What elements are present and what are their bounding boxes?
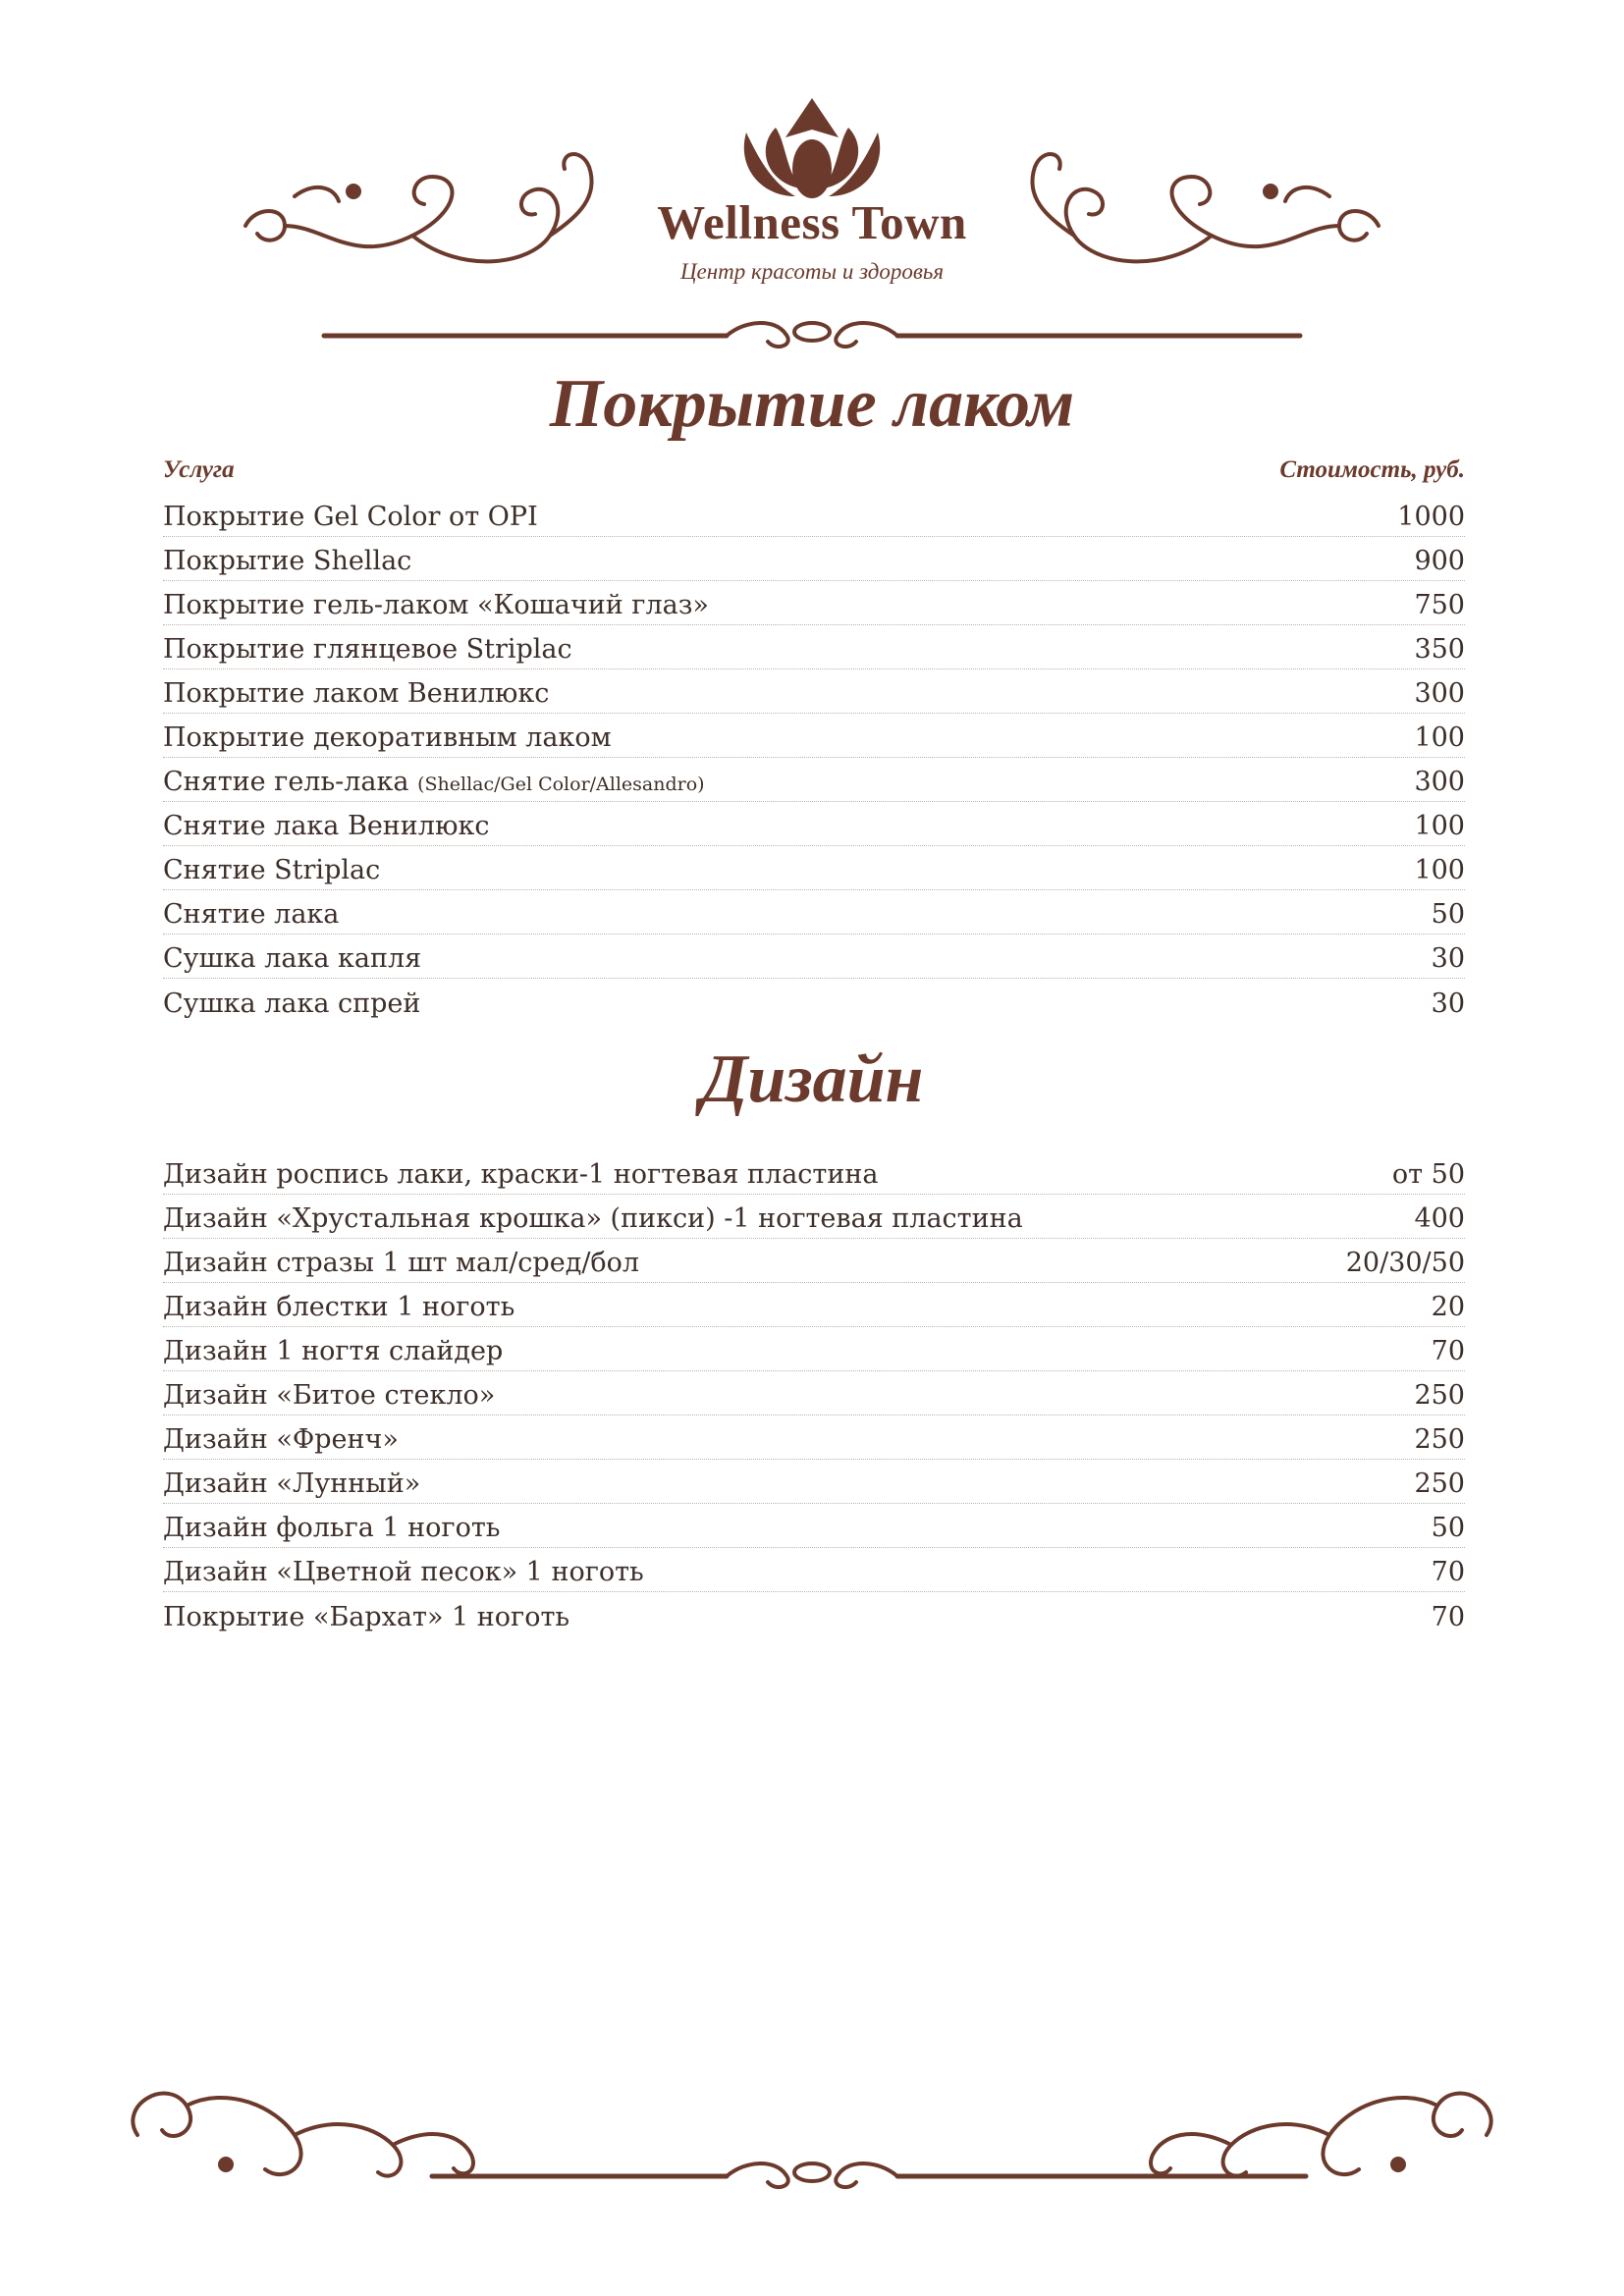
service-name	[163, 546, 411, 576]
service-price: от 50	[1391, 1159, 1465, 1190]
price-row	[163, 802, 1465, 846]
section-title-design: Дизайн	[700, 1041, 924, 1117]
service-name	[163, 1248, 639, 1278]
service-name-text: Покрытие Shellac	[163, 546, 412, 576]
service-name-text: Сушка лака капля	[163, 943, 422, 974]
service-name	[163, 1380, 495, 1411]
service-price: 900	[1414, 546, 1465, 576]
price-row	[163, 1460, 1465, 1504]
service-name	[163, 1602, 569, 1632]
service-price: 750	[1414, 590, 1465, 620]
service-name	[163, 1468, 420, 1499]
price-list-design	[163, 1150, 1465, 1636]
service-name-text: Дизайн «Френч»	[163, 1424, 399, 1455]
service-name-text: Снятие гель-лака	[163, 767, 409, 797]
service-name-text: Дизайн 1 ногтя слайдер	[163, 1336, 504, 1366]
service-name-text: Сушка лака спрей	[163, 988, 421, 1019]
service-name	[163, 1424, 399, 1455]
service-name	[163, 1203, 1023, 1234]
service-price: 400	[1414, 1203, 1465, 1234]
service-name	[163, 855, 380, 885]
service-price: 50	[1431, 899, 1465, 930]
service-name	[163, 811, 489, 841]
service-name	[163, 899, 339, 930]
service-name	[163, 1336, 503, 1366]
service-name-text: Дизайн «Лунный»	[163, 1468, 421, 1499]
service-price: 300	[1414, 678, 1465, 709]
service-name-text: Покрытие декоративным лаком	[163, 722, 612, 753]
service-price: 100	[1414, 811, 1465, 841]
service-name	[163, 634, 572, 665]
price-row	[163, 1592, 1465, 1636]
price-row	[163, 1327, 1465, 1371]
service-name	[163, 590, 709, 620]
service-name-text: Покрытие лаком Венилюкс	[163, 678, 550, 709]
price-row	[163, 1415, 1465, 1460]
service-name	[163, 1557, 644, 1587]
price-row	[163, 1150, 1465, 1195]
price-row	[163, 934, 1465, 979]
price-row	[163, 714, 1465, 758]
service-name-text: Покрытие гель-лаком «Кошачий глаз»	[163, 590, 709, 620]
price-row	[163, 758, 1465, 802]
price-row	[163, 1504, 1465, 1548]
price-list-coating	[163, 493, 1465, 1023]
service-price: 250	[1414, 1380, 1465, 1411]
service-name-text: Покрытие «Бархат» 1 ноготь	[163, 1602, 570, 1632]
service-price: 1000	[1397, 502, 1465, 532]
service-name	[163, 1292, 514, 1322]
price-row	[163, 1371, 1465, 1415]
price-row	[163, 669, 1465, 714]
price-row	[163, 1283, 1465, 1327]
price-row	[163, 581, 1465, 625]
service-price: 20	[1431, 1292, 1465, 1322]
service-name-text: Дизайн «Хрустальная крошка» (пикси) -1 ногтевая пластина	[163, 1203, 1023, 1234]
price-row	[163, 846, 1465, 890]
service-price: 30	[1431, 943, 1465, 974]
price-row	[163, 625, 1465, 669]
column-header-service: Услуга	[163, 456, 235, 483]
service-price: 30	[1431, 988, 1465, 1019]
service-price: 50	[1431, 1513, 1465, 1543]
service-name-text: Дизайн стразы 1 шт мал/сред/бол	[163, 1248, 640, 1278]
service-name	[163, 767, 705, 797]
service-name	[163, 1513, 500, 1543]
service-price: 300	[1414, 767, 1465, 797]
service-name	[163, 722, 612, 753]
column-header-price: Стоимость, руб.	[1279, 456, 1465, 483]
service-name	[163, 943, 421, 974]
brand-name: Wellness Town	[657, 195, 967, 249]
service-price: 70	[1431, 1602, 1465, 1632]
service-price: 250	[1414, 1424, 1465, 1455]
service-name-text: Дизайн блестки 1 ноготь	[163, 1292, 515, 1322]
section-title-coating: Покрытие лаком	[549, 366, 1075, 442]
brand-tagline: Центр красоты и здоровья	[679, 259, 945, 284]
service-name	[163, 502, 538, 532]
service-name-text: Дизайн фольга 1 ноготь	[163, 1513, 501, 1543]
price-row	[163, 537, 1465, 581]
service-name-text: Дизайн «Цветной песок» 1 ноготь	[163, 1557, 644, 1587]
service-name-text: Снятие лака Венилюкс	[163, 811, 490, 841]
price-row	[163, 493, 1465, 537]
service-price: 100	[1414, 855, 1465, 885]
service-price: 100	[1414, 722, 1465, 753]
service-name-text: Покрытие Gel Color от OPI	[163, 502, 538, 532]
service-price: 70	[1431, 1557, 1465, 1587]
price-row	[163, 979, 1465, 1023]
service-name	[163, 678, 549, 709]
service-name-text: Покрытие глянцевое Striplac	[163, 634, 572, 665]
service-name-text: Снятие Striplac	[163, 855, 381, 885]
service-price: 70	[1431, 1336, 1465, 1366]
footer-ornament	[0, 2047, 1624, 2204]
service-name-text: Дизайн роспись лаки, краски-1 ногтевая пластина	[163, 1159, 879, 1190]
price-row	[163, 1195, 1465, 1239]
service-price: 250	[1414, 1468, 1465, 1499]
service-name-text: Снятие лака	[163, 899, 340, 930]
service-name-text: Дизайн «Битое стекло»	[163, 1380, 496, 1411]
price-row	[163, 1239, 1465, 1283]
price-row	[163, 1548, 1465, 1592]
service-price: 350	[1414, 634, 1465, 665]
service-note: (Shellac/Gel Color/Allesandro)	[417, 774, 705, 795]
service-name	[163, 988, 420, 1019]
price-row	[163, 890, 1465, 934]
service-name	[163, 1159, 878, 1190]
service-price: 20/30/50	[1345, 1248, 1465, 1278]
